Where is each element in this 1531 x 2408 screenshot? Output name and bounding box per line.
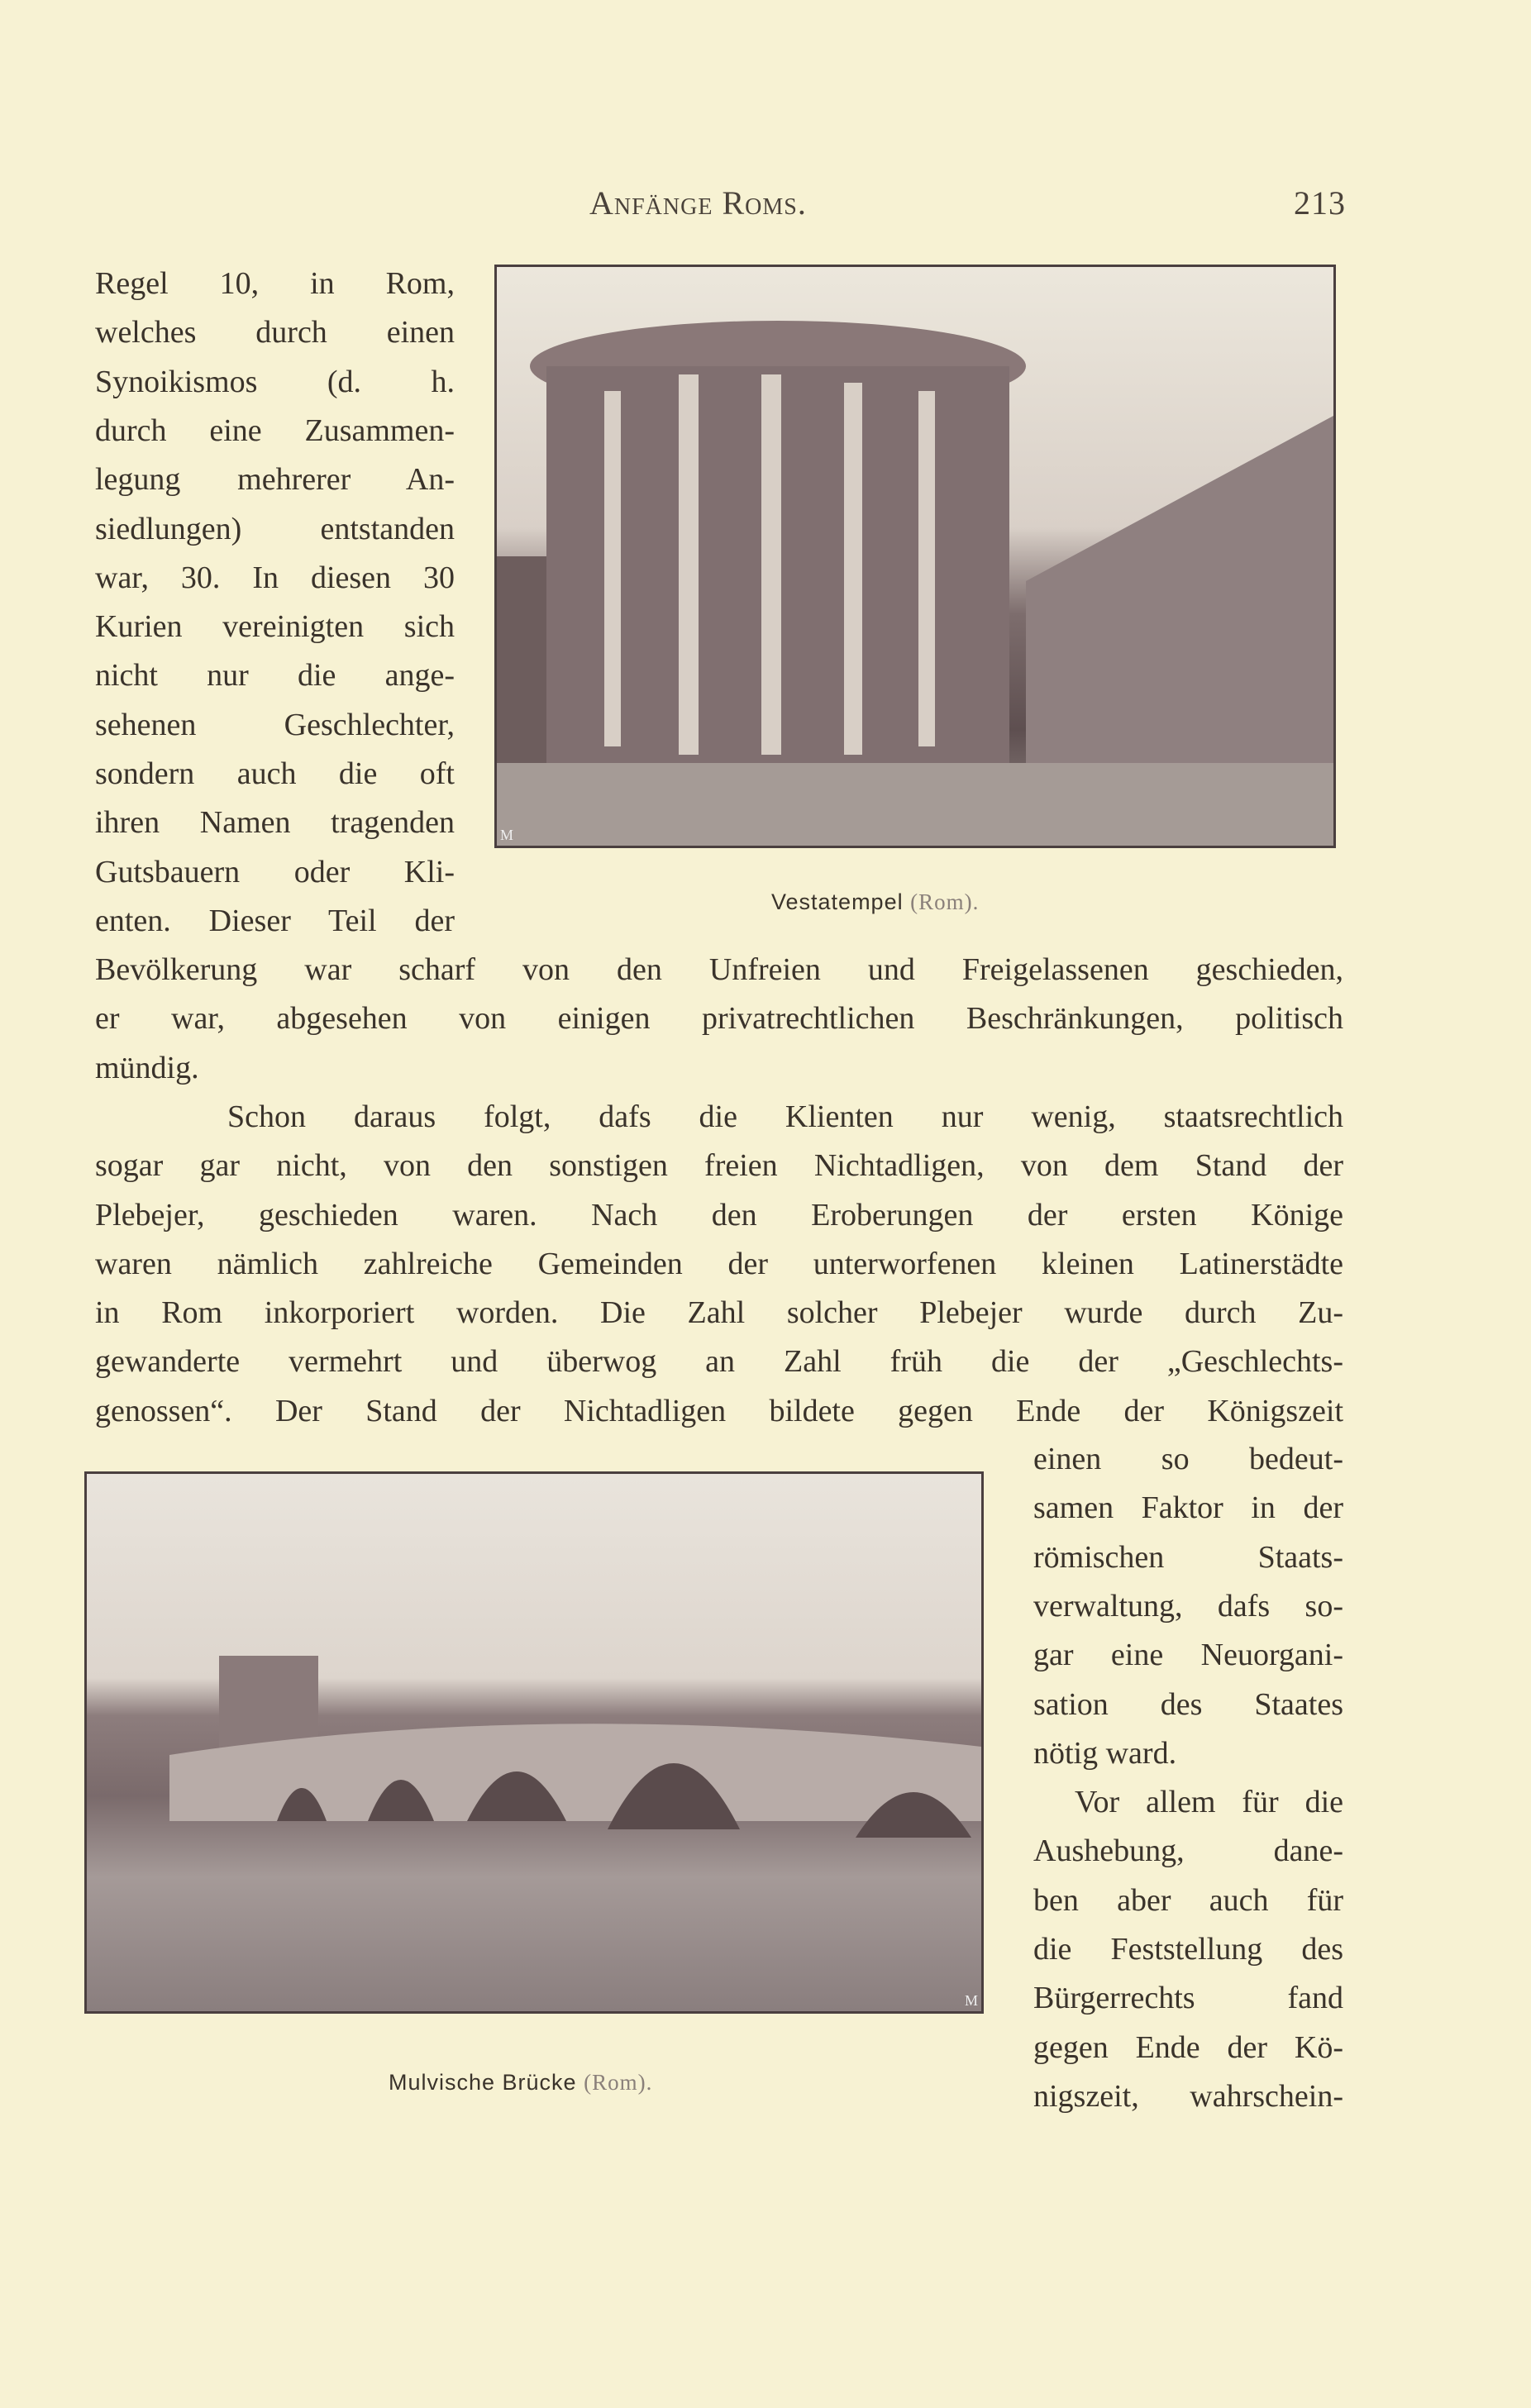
text-line: Aushebung, dane- (1033, 1833, 1343, 1869)
text-line: sondern auch die oft (95, 756, 455, 791)
text-line: nigszeit, wahrschein- (1033, 2078, 1343, 2114)
text-line: Bürgerrechts fand (1033, 1981, 1343, 2016)
figure-caption-vestatempel (771, 889, 979, 915)
text-line: er war, abgesehen von einigen privatrechtlichen Beschränkungen, politisch (95, 1001, 1343, 1037)
text-line: Plebejer, geschieden waren. Nach den Eroberungen der ersten Könige (95, 1197, 1343, 1233)
text-line: Vor allem für die (1075, 1785, 1343, 1820)
figure-vestatempel-photo (494, 265, 1336, 848)
caption-place: (Rom). (584, 2070, 653, 2095)
text-line: Gutsbauern oder Kli- (95, 854, 455, 889)
text-line: gewanderte vermehrt und überwog an Zahl früh die der „Geschlechts- (95, 1344, 1343, 1380)
text-line: legung mehrerer An- (95, 462, 455, 498)
text-line: durch eine Zusammen- (95, 412, 455, 448)
caption-title: Vestatempel (771, 889, 904, 914)
caption-title: Mulvische Brücke (389, 2070, 577, 2095)
temple-illustration (497, 267, 1333, 846)
text-line: sation des Staates (1033, 1686, 1343, 1722)
engraver-mark: M (964, 1992, 978, 2009)
caption-place: (Rom). (910, 889, 980, 914)
text-line: Schon daraus folgt, dafs die Klienten nur wenig, staatsrechtlich (227, 1099, 1343, 1134)
text-line: war, 30. In diesen 30 (95, 560, 455, 595)
text-line: nicht nur die ange- (95, 658, 455, 694)
text-line: ihren Namen tragenden (95, 805, 455, 841)
text-line: einen so bedeut- (1033, 1442, 1343, 1476)
text-line: verwaltung, dafs so- (1033, 1588, 1343, 1624)
text-line: gegen Ende der Kö- (1033, 2029, 1343, 2065)
text-line: sogar gar nicht, von den sonstigen freien Nichtadligen, von dem Stand der (95, 1148, 1343, 1184)
figure-caption-mulvische-bruecke (389, 2070, 652, 2096)
running-title: Anfänge Roms. (589, 184, 807, 222)
text-line: Synoikismos (d. h. (95, 364, 455, 399)
page-number: 213 (1294, 184, 1346, 222)
engraver-mark: M (500, 827, 514, 843)
figure-mulvische-bruecke-photo (84, 1471, 984, 2014)
text-line: waren nämlich zahlreiche Gemeinden der unterworfenen kleinen Latinerstädte (95, 1246, 1343, 1281)
text-line: siedlungen) entstanden (95, 511, 455, 546)
text-line: ben aber auch für (1033, 1882, 1343, 1918)
text-line: enten. Dieser Teil der (95, 903, 455, 938)
text-line: samen Faktor in der (1033, 1490, 1343, 1526)
text-line: genossen“. Der Stand der Nichtadligen bildete gegen Ende der Königszeit (95, 1393, 1343, 1428)
text-line: mündig. (95, 1050, 199, 1085)
text-line: in Rom inkorporiert worden. Die Zahl solcher Plebejer wurde durch Zu- (95, 1295, 1343, 1331)
text-line: welches durch einen (95, 315, 455, 350)
text-line: Bevölkerung war scharf von den Unfreien und Freigelassenen geschieden, (95, 952, 1343, 987)
text-line: gar eine Neuorgani- (1033, 1638, 1343, 1673)
text-line: Kurien vereinigten sich (95, 609, 455, 645)
text-line: sehenen Geschlechter, (95, 707, 455, 742)
text-line: die Feststellung des (1033, 1932, 1343, 1967)
text-line: nötig ward. (1033, 1735, 1177, 1771)
text-line: römischen Staats- (1033, 1539, 1343, 1575)
bridge-illustration (87, 1474, 981, 2011)
text-line: Regel 10, in Rom, (95, 266, 455, 301)
